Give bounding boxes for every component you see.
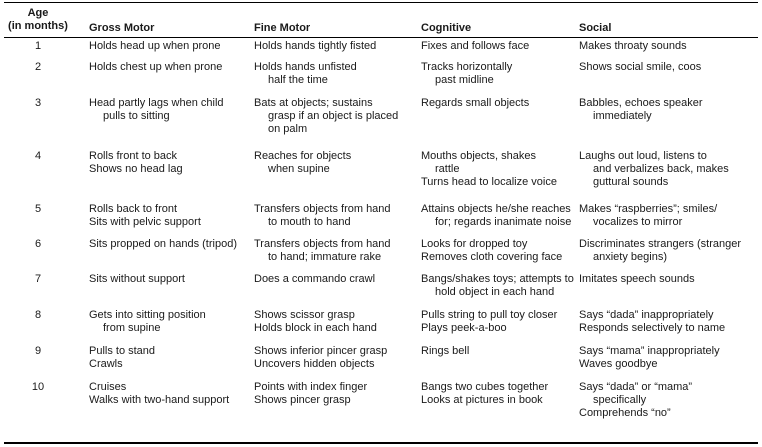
cell-line: Removes cloth covering face — [421, 251, 563, 264]
age-cell: 9 — [34, 345, 42, 357]
cell-line: Rings bell — [421, 345, 470, 357]
cognitive-cell — [421, 309, 557, 335]
cell-line: Holds block in each hand — [254, 322, 377, 335]
cognitive-cell — [421, 273, 574, 299]
fine-motor-cell — [254, 203, 391, 229]
fine-motor-cell — [254, 273, 375, 286]
gross-motor-cell — [89, 203, 201, 229]
age-cell: 8 — [34, 309, 42, 321]
cell-line: Pulls to stand — [89, 345, 156, 357]
cell-line: Holds chest up when prone — [89, 61, 223, 73]
cell-line: Bangs/shakes toys; attempts to — [421, 273, 574, 285]
cell-line: Shows scissor grasp — [254, 309, 355, 321]
cell-line: half the time — [268, 74, 328, 87]
social-cell — [579, 97, 703, 123]
age-cell: 10 — [31, 381, 45, 393]
cell-line: past midline — [435, 74, 494, 87]
cognitive-cell — [421, 150, 557, 190]
cell-line: Laughs out loud, listens to — [579, 150, 707, 162]
cell-line: Pulls string to pull toy closer — [421, 309, 558, 321]
column-header-cognitive: Cognitive — [421, 22, 472, 34]
cell-line: Cruises — [89, 381, 127, 393]
age-cell: 3 — [34, 97, 42, 109]
cell-line: Discriminates strangers (stranger — [579, 238, 741, 250]
cell-line: Regards small objects — [421, 97, 530, 109]
cognitive-cell — [421, 61, 512, 87]
cell-line: Shows pincer grasp — [254, 394, 351, 407]
fine-motor-cell — [254, 345, 387, 371]
cell-line: Holds hands unfisted — [254, 61, 357, 73]
cell-line: Bangs two cubes together — [421, 381, 549, 393]
cell-line: on palm — [268, 123, 308, 136]
cell-line: Does a commando crawl — [254, 273, 376, 285]
cell-line: to mouth to hand — [268, 216, 351, 229]
cell-line: Gets into sitting position — [89, 309, 206, 321]
cell-line: Rolls back to front — [89, 203, 178, 215]
cell-line: from supine — [103, 322, 161, 335]
age-cell: 1 — [34, 40, 42, 52]
cell-line: Makes throaty sounds — [579, 40, 687, 52]
cell-line: Comprehends “no” — [579, 407, 671, 420]
age-cell: 2 — [34, 61, 42, 73]
social-cell — [579, 150, 729, 190]
age-cell: 5 — [34, 203, 42, 215]
social-cell — [579, 345, 720, 371]
gross-motor-cell — [89, 273, 185, 286]
age-cell: 7 — [34, 273, 42, 285]
bottom-rule — [4, 442, 758, 444]
gross-motor-cell — [89, 381, 229, 407]
cell-line: to hand; immature rake — [268, 251, 382, 264]
cell-line: hold object in each hand — [435, 286, 555, 299]
gross-motor-cell — [89, 238, 237, 251]
cell-line: Attains objects he/she reaches — [421, 203, 571, 215]
column-header-gross-motor: Gross Motor — [89, 22, 155, 34]
social-cell — [579, 61, 701, 74]
cell-line: Transfers objects from hand — [254, 203, 391, 215]
cell-line: pulls to sitting — [103, 110, 170, 123]
cell-line: rattle — [435, 163, 460, 176]
cognitive-cell — [421, 97, 529, 110]
cognitive-cell — [421, 40, 529, 53]
age-cell: 6 — [34, 238, 42, 250]
gross-motor-cell — [89, 97, 224, 123]
cell-line: Rolls front to back — [89, 150, 178, 162]
column-header-age-line2: (in months) — [8, 20, 68, 33]
cell-line: guttural sounds — [593, 176, 669, 189]
header-rule — [4, 37, 758, 38]
cell-line: Reaches for objects — [254, 150, 352, 162]
cell-line: for; regards inanimate noise — [435, 216, 572, 229]
cell-line: Shows no head lag — [89, 163, 183, 176]
cell-line: Looks for dropped toy — [421, 238, 528, 250]
cell-line: and verbalizes back, makes — [593, 163, 729, 176]
social-cell — [579, 238, 741, 264]
age-cell: 4 — [34, 150, 42, 162]
cell-line: Sits without support — [89, 273, 185, 285]
cell-line: grasp if an object is placed — [268, 110, 399, 123]
cell-line: Imitates speech sounds — [579, 273, 695, 285]
cell-line: Plays peek-a-boo — [421, 322, 507, 335]
cell-line: vocalizes to mirror — [593, 216, 683, 229]
social-cell — [579, 381, 692, 421]
fine-motor-cell — [254, 238, 391, 264]
fine-motor-cell — [254, 150, 351, 176]
cell-line: Mouths objects, shakes — [421, 150, 536, 162]
column-header-age-line1: Age — [27, 7, 49, 19]
top-rule — [4, 2, 758, 3]
gross-motor-cell — [89, 345, 155, 371]
social-cell — [579, 273, 695, 286]
cell-line: Looks at pictures in book — [421, 394, 543, 407]
column-header-social: Social — [579, 22, 612, 34]
cell-line: Says “dada” inappropriately — [579, 309, 714, 321]
gross-motor-cell — [89, 150, 183, 176]
fine-motor-cell — [254, 309, 377, 335]
cell-line: Shows social smile, coos — [579, 61, 702, 73]
gross-motor-cell — [89, 61, 222, 74]
cell-line: Says “mama” inappropriately — [579, 345, 720, 357]
gross-motor-cell — [89, 309, 206, 335]
column-header-age — [6, 7, 70, 33]
cell-line: Says “dada” or “mama” — [579, 381, 693, 393]
fine-motor-cell — [254, 40, 376, 53]
cell-line: anxiety begins) — [593, 251, 667, 264]
cell-line: Holds head up when prone — [89, 40, 221, 52]
cognitive-cell — [421, 203, 571, 229]
cell-line: Waves goodbye — [579, 358, 658, 371]
cell-line: when supine — [268, 163, 330, 176]
cell-line: Bats at objects; sustains — [254, 97, 373, 109]
cell-line: Uncovers hidden objects — [254, 358, 375, 371]
cognitive-cell — [421, 381, 548, 407]
social-cell — [579, 203, 717, 229]
cell-line: Tracks horizontally — [421, 61, 513, 73]
cell-line: Holds hands tightly fisted — [254, 40, 377, 52]
social-cell — [579, 40, 687, 53]
cognitive-cell — [421, 345, 469, 358]
fine-motor-cell — [254, 381, 367, 407]
fine-motor-cell — [254, 61, 357, 87]
social-cell — [579, 309, 725, 335]
cell-line: Turns head to localize voice — [421, 176, 557, 189]
cell-line: Head partly lags when child — [89, 97, 224, 109]
fine-motor-cell — [254, 97, 398, 137]
gross-motor-cell — [89, 40, 220, 53]
cell-line: Babbles, echoes speaker — [579, 97, 703, 109]
cell-line: Responds selectively to name — [579, 322, 726, 335]
cognitive-cell — [421, 238, 562, 264]
cell-line: Points with index finger — [254, 381, 368, 393]
cell-line: Shows inferior pincer grasp — [254, 345, 388, 357]
cell-line: Makes “raspberries”; smiles/ — [579, 203, 718, 215]
cell-line: Sits propped on hands (tripod) — [89, 238, 237, 250]
cell-line: Transfers objects from hand — [254, 238, 391, 250]
cell-line: immediately — [593, 110, 652, 123]
column-header-fine-motor: Fine Motor — [254, 22, 311, 34]
cell-line: Sits with pelvic support — [89, 216, 201, 229]
cell-line: Fixes and follows face — [421, 40, 530, 52]
cell-line: specifically — [593, 394, 647, 407]
cell-line: Crawls — [89, 358, 123, 371]
cell-line: Walks with two-hand support — [89, 394, 230, 407]
